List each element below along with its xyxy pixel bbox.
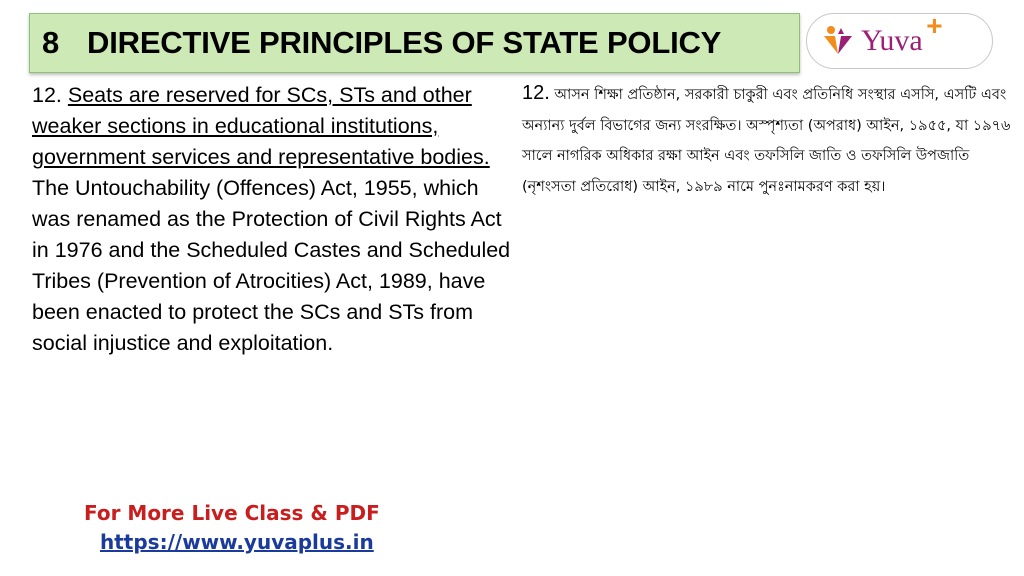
- title-banner: [29, 13, 800, 73]
- yuva-plus-logo: [806, 10, 993, 69]
- footer-promo-text: For More Live Class & PDF: [84, 501, 380, 525]
- english-paragraph: [32, 80, 522, 359]
- logo-text: Yuva +: [861, 10, 943, 57]
- bengali-number: 12.: [522, 82, 550, 104]
- footer-website-link[interactable]: https://www.yuvaplus.in: [100, 530, 374, 554]
- title-number: 8: [42, 25, 60, 60]
- pen-nib-icon: [821, 24, 855, 58]
- title-label: DIRECTIVE PRINCIPLES OF STATE POLICY: [87, 25, 722, 60]
- english-number: 12.: [32, 83, 62, 107]
- bengali-body-text: আসন শিক্ষা প্রতিষ্ঠান, সরকারী চাকুরী এবং প্রতিনিধি সংস্থার এসসি, এসটি এবং অন্যান্য দুর্বল বিভাগের জন্য সংরক্ষিত। অস্পৃশ্যতা (অপরাধ) আইন, ১৯৫৫, যা ১৯৭৬ সালে নাগরিক অধিকার রক্ষা আইন এবং তফসিলি জাতি ও তফসিলি উপজাতি (নৃশংসতা প্রতিরোধ) আইন, ১৯৮৯ নামে পুনঃনামকরণ করা হয়।: [522, 87, 1011, 195]
- english-body-text: The Untouchability (Offences) Act, 1955, which was renamed as the Protection of Civil Rights Act in 1976 and the Scheduled Castes and Scheduled Tribes (Prevention of Atrocities) Act, 1989, have been enacted to protect the SCs and STs from social injustice and exploitation.: [32, 176, 511, 355]
- bengali-paragraph: [522, 78, 1022, 202]
- logo-plus: +: [926, 10, 943, 41]
- english-underlined-text: Seats are reserved for SCs, STs and other weaker sections in educational institutions, government services and representative bodies.: [32, 83, 490, 169]
- page-title: [42, 25, 721, 61]
